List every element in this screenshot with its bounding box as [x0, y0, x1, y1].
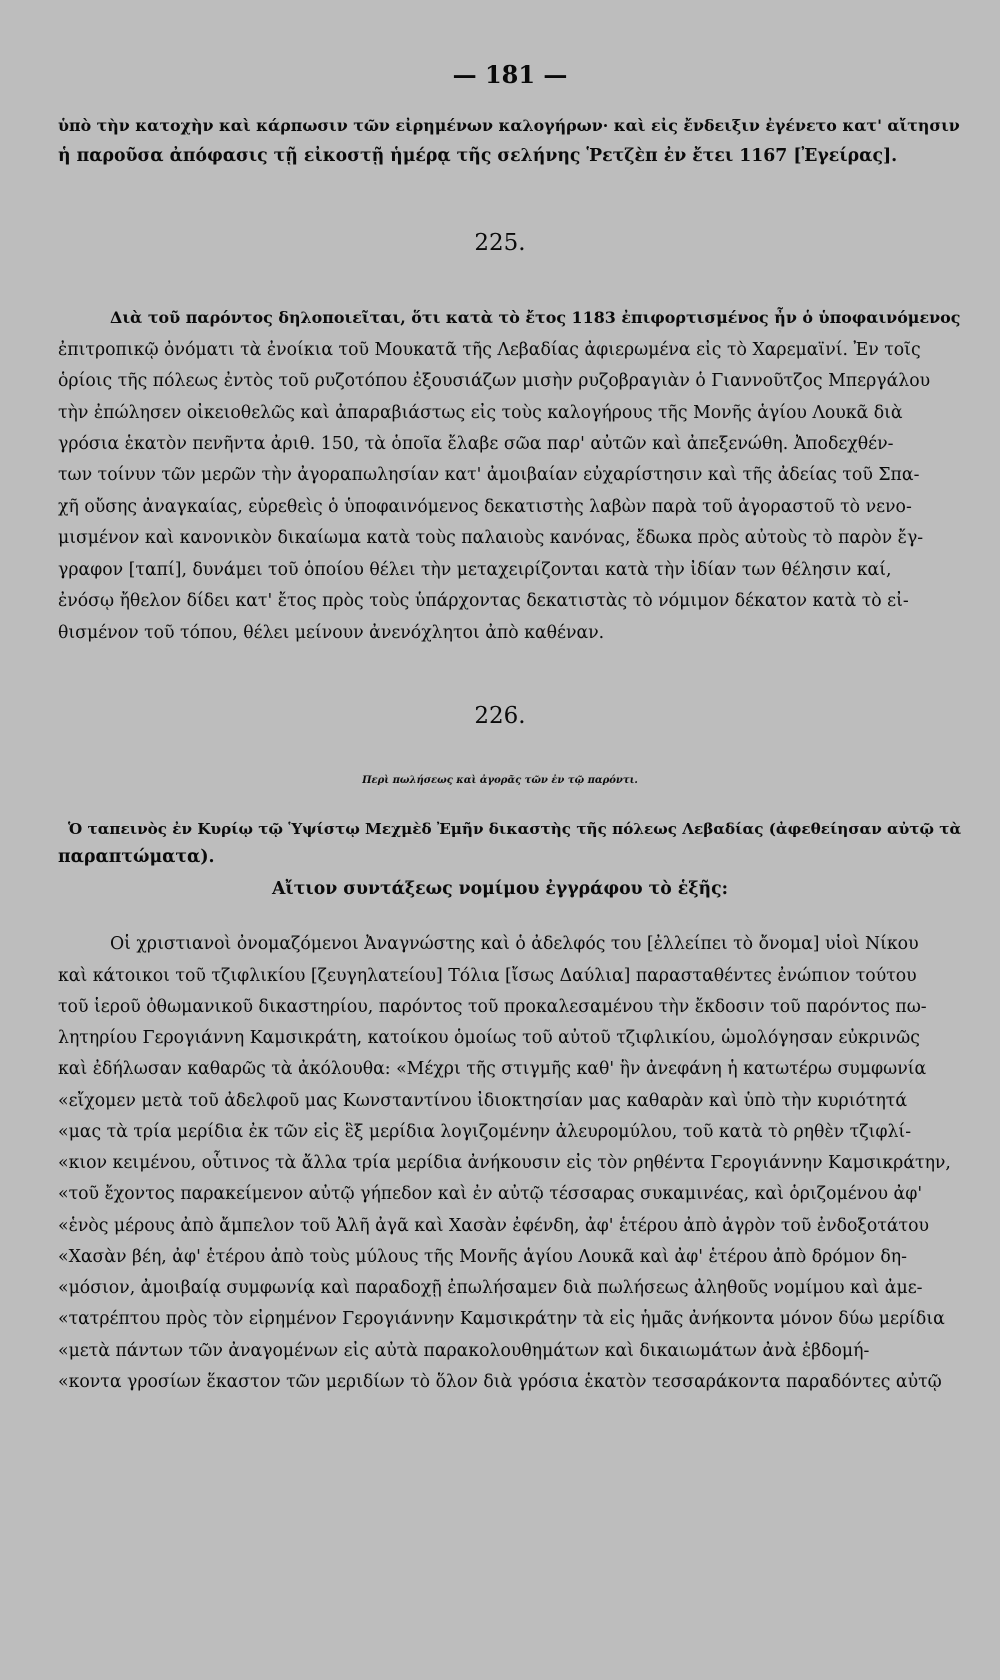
text-line: ἐνόσῳ ἤθελον δίδει κατ' ἔτος πρὸς τοὺς ὑπάρχοντας δεκατιστὰς τὸ νόμιμον δέκατον κατὰ τὸ εἰ-	[58, 591, 909, 611]
text-line: των τοίνυν τῶν μερῶν τὴν ἀγοραπωλησίαν κατ' ἀμοιβαίαν εὐχαρίστησιν καὶ τῆς ἀδείας τοῦ Σπα-	[58, 465, 920, 485]
text-line: χῆ οὔσης ἀναγκαίας, εὑρεθεὶς ὁ ὑποφαινόμενος δεκατιστὴς λαβὼν παρὰ τοῦ ἀγοραστοῦ τὸ νενο-	[58, 497, 912, 517]
text-line: «τατρέπτου πρὸς τὸν εἰρημένον Γερογιάννην Καμσικράτην τὰ εἰς ἡμᾶς ἀνήκοντα μόνον δύω μερίδια	[58, 1309, 945, 1329]
text-line: ἐπιτροπικῷ ὀνόματι τὰ ἐνοίκια τοῦ Μουκατᾶ τῆς Λεβαδίας ἀφιερωμένα εἰς τὸ Χαρεμαϊνί. Ἐν τοῖς	[58, 340, 921, 360]
text-line: «ἑνὸς μέρους ἀπὸ ἄμπελον τοῦ Ἀλῆ ἀγᾶ καὶ Χασὰν ἐφένδη, ἀφ' ἑτέρου ἀπὸ ἀγρὸν τοῦ ἐνδοξοτάτου	[58, 1216, 930, 1236]
text-line: τοῦ ἱεροῦ ὀθωμανικοῦ δικαστηρίου, παρόντος τοῦ προκαλεσαμένου τὴν ἔκδοσιν τοῦ παρόντος πω-	[58, 997, 927, 1017]
text-line: λητηρίου Γερογιάννη Καμσικράτη, κατοίκου ὁμοίως τοῦ αὐτοῦ τζιφλικίου, ὡμολόγησαν εὐκρινῶς	[58, 1028, 920, 1048]
section-number: 225.	[474, 230, 526, 256]
text-line: Διὰ τοῦ παρόντος δηλοποιεῖται, ὅτι κατὰ τὸ ἔτος 1183 ἐπιφορτισμένος ἦν ὁ ὑποφαινόμενος	[110, 308, 961, 327]
text-line: θισμένον τοῦ τόπου, θέλει μείνουν ἀνενόχλητοι ἀπὸ καθέναν.	[58, 623, 605, 643]
page-number: — 181 —	[452, 60, 568, 89]
text-line: καὶ ἐδήλωσαν καθαρῶς τὰ ἀκόλουθα: «Μέχρι τῆς στιγμῆς καθ' ἣν ἀνεφάνη ἡ κατωτέρω συμφωνία	[58, 1059, 927, 1079]
text-line: «τοῦ ἔχοντος παρακείμενον αὐτῷ γήπεδον καὶ ἐν αὐτῷ τέσσαρας συκαμινέας, καὶ ὁριζομένου ἀφ'	[58, 1184, 923, 1204]
text-line: ὑπὸ τὴν κατοχὴν καὶ κάρπωσιν τῶν εἰρημένων καλογήρων· καὶ εἰς ἔνδειξιν ἐγένετο κατ' αἴτησιν	[58, 116, 960, 135]
text-line: ὁρίοις τῆς πόλεως ἐντὸς τοῦ ρυζοτόπου ἐξουσιάζων μισὴν ρυζοβραγιὰν ὁ Γιαννοῦτζος Μπεργάλου	[58, 371, 931, 391]
text-line: ἡ παροῦσα ἀπόφασις τῇ εἰκοστῇ ἡμέρᾳ τῆς σελήνης Ῥετζὲπ ἐν ἔτει 1167 [Ἐγείρας].	[58, 146, 898, 166]
text-line: τὴν ἐπώλησεν οἰκειοθελῶς καὶ ἀπαραβιάστως εἰς τοὺς καλογήρους τῆς Μονῆς ἁγίου Λουκᾶ διὰ	[58, 403, 903, 423]
text-line: «κοντα γροσίων ἕκαστον τῶν μεριδίων τὸ ὅλον διὰ γρόσια ἑκατὸν τεσσαράκοντα παραδόντες αὐτῷ	[58, 1372, 942, 1392]
text-line: Οἱ χριστιανοὶ ὀνομαζόμενοι Ἀναγνώστης καὶ ὁ ἀδελφός του [ἐλλείπει τὸ ὄνομα] υἱοὶ Νίκου	[110, 934, 919, 954]
text-line: «μόσιον, ἀμοιβαίᾳ συμφωνίᾳ καὶ παραδοχῇ ἐπωλήσαμεν διὰ πωλήσεως ἀληθοῦς νομίμου καὶ ἀμε-	[58, 1278, 923, 1298]
text-line: «εἴχομεν μετὰ τοῦ ἀδελφοῦ μας Κωνσταντίνου ἰδιοκτησίαν μας καθαρὰν καὶ ὑπὸ τὴν κυριότητά	[58, 1091, 908, 1111]
section-number: 226.	[474, 703, 526, 729]
intro-line: Ὁ ταπεινὸς ἐν Κυρίῳ τῷ Ὑψίστῳ Μεχμὲδ Ἐμῆν δικαστὴς τῆς πόλεως Λεβαδίας (ἀφεθείησαν αὐτῷ τὰ	[68, 820, 962, 838]
intro-line: παραπτώματα).	[58, 847, 215, 867]
section-subtitle: Περὶ πωλήσεως καὶ ἀγορᾶς τῶν ἐν τῷ παρόντι.	[362, 775, 638, 786]
section-caption: Αἴτιον συντάξεως νομίμου ἐγγράφου τὸ ἑξῆς:	[271, 879, 729, 899]
text-line: μισμένον καὶ κανονικὸν δικαίωμα κατὰ τοὺς παλαιοὺς κανόνας, ἔδωκα πρὸς αὐτοὺς τὸ παρὸν ἔγ-	[58, 528, 924, 548]
text-line: «Χασὰν βέη, ἀφ' ἑτέρου ἀπὸ τοὺς μύλους τῆς Μονῆς ἁγίου Λουκᾶ καὶ ἀφ' ἑτέρου ἀπὸ δρόμον δη-	[58, 1247, 907, 1267]
text-line: «μας τὰ τρία μερίδια ἐκ τῶν εἰς ἓξ μερίδια λογιζομένην ἀλευρομύλου, τοῦ κατὰ τὸ ρηθὲν τζιφλί-	[58, 1122, 912, 1142]
text-line: γραφον [ταπί], δυνάμει τοῦ ὁποίου θέλει τὴν μεταχειρίζονται κατὰ τὴν ἰδίαν των θέλησιν καί,	[58, 560, 892, 580]
text-line: γρόσια ἑκατὸν πενῆντα ἀριθ. 150, τὰ ὁποῖα ἔλαβε σῶα παρ' αὐτῶν καὶ ἀπεξενώθη. Ἀποδεχθέν-	[58, 434, 894, 454]
text-line: καὶ κάτοικοι τοῦ τζιφλικίου [ζευγηλατείου] Τόλια [ἴσως Δαύλια] παρασταθέντες ἐνώπιον τούτου	[58, 966, 917, 986]
text-line: «μετὰ πάντων τῶν ἀναγομένων εἰς αὐτὰ παρακολουθημάτων καὶ δικαιωμάτων ἀνὰ ἑβδομή-	[58, 1341, 870, 1361]
text-line: «κιον κειμένου, οὗτινος τὰ ἄλλα τρία μερίδια ἀνήκουσιν εἰς τὸν ρηθέντα Γερογιάννην Καμσικράτην,	[58, 1153, 951, 1173]
